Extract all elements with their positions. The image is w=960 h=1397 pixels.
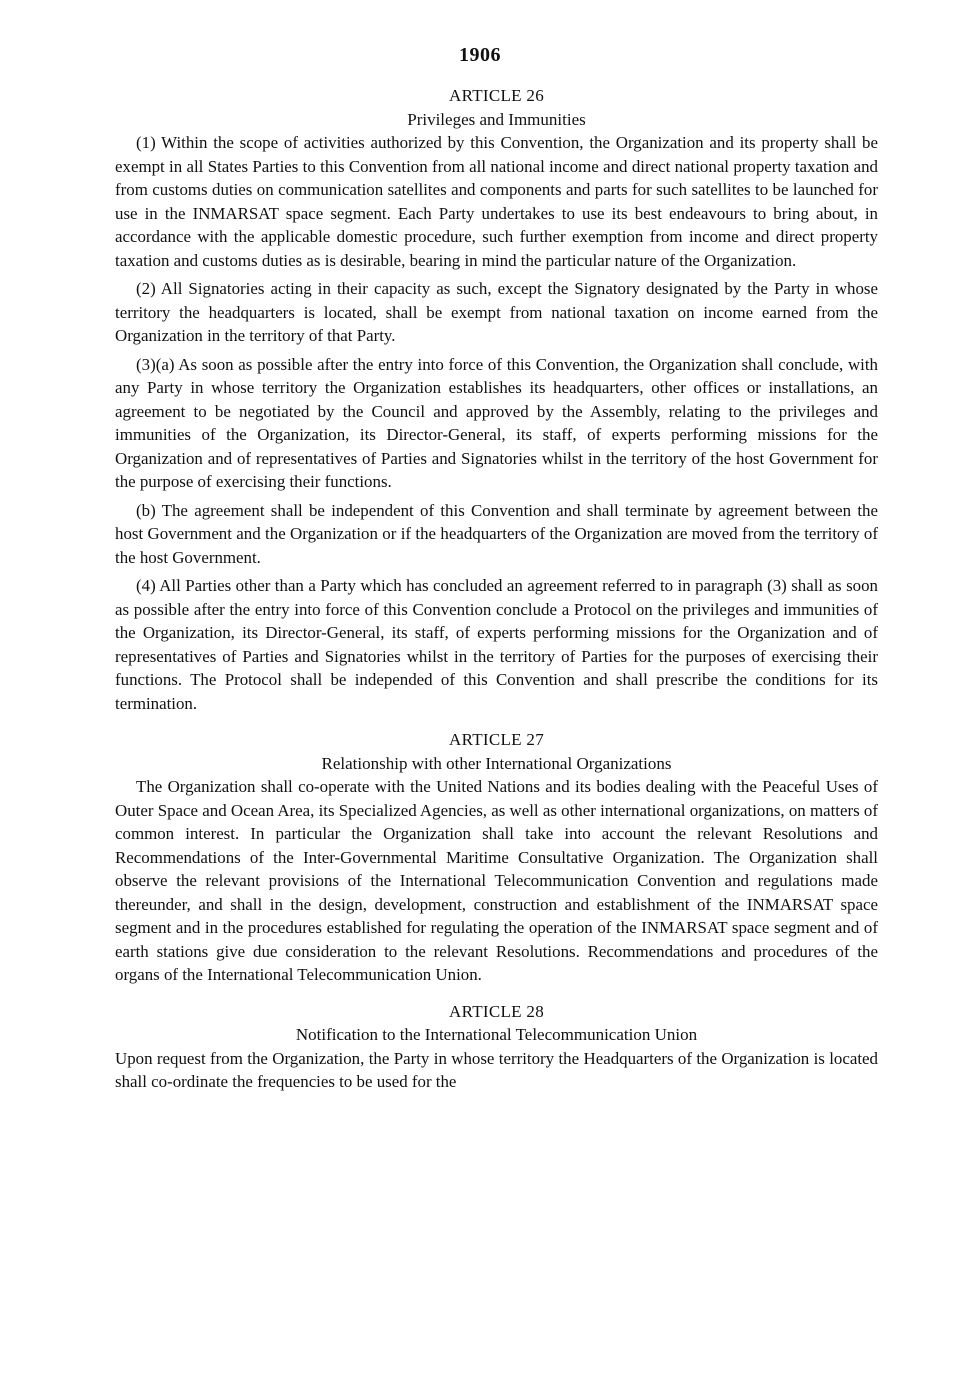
article-heading: ARTICLE 26	[449, 86, 544, 105]
paragraph: (1) Within the scope of activities authorized by this Convention, the Organization and its property shall be exempt in all States Parties to this Convention from all national income and direct national property taxation and from customs duties on communication satellites and components and parts for such satellites to be launched for use in the INMARSAT space segment. Each Party undertakes to use its best endeavours to bring about, in accordance with the applicable domestic procedure, such further exemption from income and direct property taxation and customs duties as is desirable, bearing in mind the particular nature of the Organization.	[115, 133, 878, 270]
page-content	[115, 84, 878, 1099]
paragraph: The Organization shall co-operate with the United Nations and its bodies dealing with the Peaceful Uses of Outer Space and Ocean Area, its Specialized Agencies, as well as other international organizations, on matters of common interest. In particular the Organization shall take into account the relevant Resolutions and Recommendations of the Inter-Governmental Maritime Consultative Organization. The Organization shall observe the relevant provisions of the International Telecommunication Convention and regulations made thereunder, and shall in the design, development, construction and establishment of the INMARSAT space segment and in the procedures established for regulating the operation of the INMARSAT space segment and of earth stations give due consideration to the relevant Resolutions. Recommendations and procedures of the organs of the International Telecommunication Union.	[115, 777, 878, 984]
article-28	[115, 1000, 878, 1094]
paragraph: (b) The agreement shall be independent of this Convention and shall terminate by agreement between the host Government and the Organization or if the headquarters of the Organization are moved from the territory of the host Government.	[115, 500, 878, 567]
paragraph: (3)(a) As soon as possible after the entry into force of this Convention, the Organization shall conclude, with any Party in whose territory the Organization establishes its headquarters, other offices or installations, an agreement to be negotiated by the Council and approved by the Assembly, relating to the privileges and immunities of the Organization, its Director-General, its staff, of experts performing missions for the Organization and of representatives of Parties and Signatories whilst in the territory of the host Government for the purpose of exercising their functions.	[115, 354, 878, 491]
paragraph: (2) All Signatories acting in their capacity as such, except the Signatory designated by the Party in whose territory the headquarters is located, shall be exempt from national taxation on income earned from the Organization in the territory of that Party.	[115, 279, 878, 345]
paragraph: (4) All Parties other than a Party which has concluded an agreement referred to in paragraph (3) shall as soon as possible after the entry into force of this Convention conclude a Protocol on the privileges and immunities of the Organization, its Director-General, its staff, of experts performing missions for the Organization and of representatives of Parties and Signatories whilst in the territory of Parties for the purposes of exercising their functions. The Protocol shall be independed of this Convention and shall prescribe the conditions for its termination.	[115, 576, 878, 713]
article-heading: ARTICLE 27	[449, 730, 544, 749]
section-gap	[115, 992, 878, 1000]
paragraph: Upon request from the Organization, the Party in whose territory the Headquarters of the Organization is located shall co-ordinate the frequencies to be used for the	[115, 1048, 878, 1091]
article-title: Relationship with other International Organizations	[321, 753, 672, 773]
article-27	[115, 728, 878, 987]
article-26	[115, 84, 878, 715]
article-title: Privileges and Immunities	[407, 109, 586, 129]
section-gap	[115, 720, 878, 728]
article-title: Notification to the International Telecommunication Union	[295, 1025, 698, 1044]
page-number: 1906	[459, 44, 501, 66]
article-heading: ARTICLE 28	[449, 1001, 544, 1021]
